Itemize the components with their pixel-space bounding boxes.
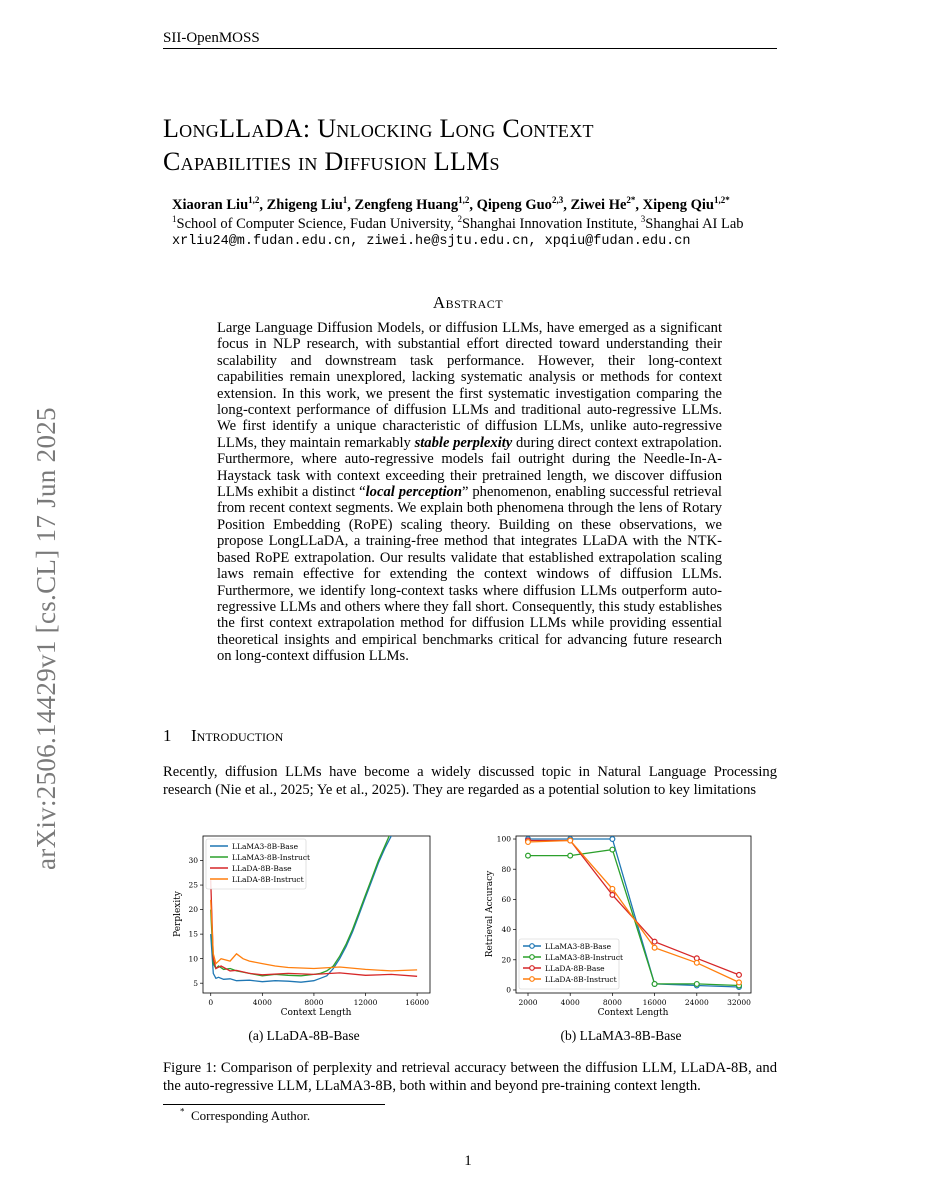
y-tick-label: 5 xyxy=(193,978,198,988)
y-tick-label: 20 xyxy=(188,905,198,915)
y-tick-label: 30 xyxy=(188,856,198,866)
page-number: 1 xyxy=(464,1153,472,1169)
retrieval-accuracy-chart xyxy=(480,826,762,1024)
author: Xiaoran Liu$^{1,2}$, xyxy=(172,195,267,213)
abstract-heading: Abstract xyxy=(432,293,504,312)
x-tick-label: 0 xyxy=(208,998,214,1007)
author: Ziwei $He^{2*}$, xyxy=(570,195,643,213)
author: Zengfeng Huang$^{1,2}$, xyxy=(354,195,477,213)
series-line xyxy=(211,880,417,976)
x-tick-label: 12000 xyxy=(353,998,378,1007)
emphasis-local-perception: local perception xyxy=(365,484,462,501)
data-point xyxy=(568,853,573,858)
x-tick-label: 16000 xyxy=(405,998,430,1007)
section-heading xyxy=(163,726,283,746)
author: Xipeng Qiu$^{1,2*}$ xyxy=(642,195,730,213)
legend-label: LLaDA-8B-Instruct xyxy=(232,875,304,884)
legend-label: LLaMA3-8B-Instruct xyxy=(545,953,624,962)
data-point xyxy=(526,853,531,858)
figure-caption: Figure 1: Comparison of perplexity and retrieval accuracy between the diffusion LLM, LLaDA-8B, and the auto-regressive LLM, LLaMA3-8B, both within and beyond pre-training context length. xyxy=(163,1060,777,1094)
legend-label: LLaMA3-8B-Instruct xyxy=(232,853,311,862)
author: Qipeng Guo$^{2,3}$, xyxy=(476,195,571,213)
series-line xyxy=(211,900,417,971)
title-line-2: Capabilities in Diffusion LLMs xyxy=(163,147,500,176)
data-point xyxy=(652,982,657,987)
y-tick-label: 100 xyxy=(496,834,511,844)
author: Zhigeng Liu$^1$, xyxy=(266,195,355,213)
data-point xyxy=(737,972,742,977)
author-emails: xrliu24@m.fudan.edu.cn, ziwei.he@sjtu.edu.cn, xpqiu@fudan.edu.cn xyxy=(172,234,691,249)
legend-marker xyxy=(530,955,535,960)
author-list xyxy=(172,197,730,214)
data-point xyxy=(568,838,573,843)
x-tick-label: 2000 xyxy=(518,998,538,1007)
y-axis-label: Retrieval Accuracy xyxy=(485,870,495,958)
data-point xyxy=(694,982,699,987)
legend-label: LLaDA-8B-Base xyxy=(545,964,605,973)
x-axis-label: Context Length xyxy=(597,1008,669,1018)
y-tick-label: 25 xyxy=(188,880,198,890)
legend-marker xyxy=(530,966,535,971)
y-tick-label: 20 xyxy=(501,955,511,965)
legend-label: LLaDA-8B-Base xyxy=(232,864,292,873)
y-tick-label: 60 xyxy=(501,895,511,905)
footnote-rule xyxy=(163,1104,385,1105)
section-number: 1 xyxy=(163,726,172,745)
header-rule xyxy=(163,48,777,49)
y-tick-label: 80 xyxy=(501,864,511,874)
subfigure-caption-b: (b) LLaMA3-8B-Base xyxy=(560,1028,682,1043)
x-tick-label: 4000 xyxy=(560,998,580,1007)
data-point xyxy=(526,840,531,845)
x-tick-label: 4000 xyxy=(252,998,272,1007)
subfigure-caption-a: (a) LLaDA-8B-Base xyxy=(248,1028,360,1043)
x-tick-label: 24000 xyxy=(684,998,709,1007)
x-tick-label: 32000 xyxy=(727,998,751,1007)
legend-label: LLaMA3-8B-Base xyxy=(232,842,299,851)
intro-paragraph: Recently, diffusion LLMs have become a widely discussed topic in Natural Language Processing research (Nie et al., 2025; Ye et al., 2025). They are regarded as a potential solution to key limitations xyxy=(163,764,777,798)
running-header: SII-OpenMOSS xyxy=(163,30,260,46)
perplexity-chart xyxy=(168,826,440,1024)
data-point xyxy=(737,980,742,985)
y-tick-label: 15 xyxy=(188,929,198,939)
y-tick-label: 0 xyxy=(506,985,511,995)
y-axis-label: Perplexity xyxy=(173,891,183,937)
affiliations: $^1$School of Computer Science, Fudan University, $^2$Shanghai Innovation Institute, $^3$Shanghai AI Lab xyxy=(172,214,744,232)
data-point xyxy=(610,886,615,891)
x-tick-label: 8000 xyxy=(304,998,324,1007)
data-point xyxy=(652,939,657,944)
data-point xyxy=(610,837,615,842)
data-point xyxy=(610,892,615,897)
legend-label: LLaDA-8B-Instruct xyxy=(545,975,617,984)
emphasis-stable-perplexity: stable perplexity xyxy=(414,434,513,451)
footnote: * Corresponding Author. xyxy=(180,1106,311,1123)
chart-legend xyxy=(206,839,310,889)
abstract-text: Large Language Diffusion Models, or diffusion LLMs, have emerged as a significant focus in NLP research, with substantial effort directed toward understanding their scalability and downstream task performance. However, their long-context capabilities remain unexplored, lacking systematic analysis or methods for context extension. In this work, we present the first systematic investigation comparing the long-context performance of diffusion LLMs and traditional auto-regressive LLMs. We first identify a unique characteristic of diffusion LLMs, unlike auto-regressive LLMs, they maintain remarkably stable perplexity during direct context extrapolation. Furthermore, where auto-regressive models fail outright during the Needle-In-A-Haystack task with context exceeding their pretrained length, we discover diffusion LLMs exhibit a distinct “local perception” phenomenon, enabling successful retrieval from recent context segments. We explain both phenomena through the lens of Rotary Position Embedding (RoPE) scaling theory. Building on these observations, we propose LongLLaDA, a training-free method that integrates LLaDA with the NTK-based RoPE extrapolation. Our results validate that established extrapolation scaling laws remain effective for extending the context windows of diffusion LLMs. Furthermore, we identify long-context tasks where diffusion LLMs outperform auto-regressive LLMs and others where they fall short. Consequently, this study establishes the first context extrapolation method for diffusion LLMs while providing essential theoretical insights and empirical benchmarks critical for advancing future research on long-context diffusion LLMs. xyxy=(217,320,722,665)
data-point xyxy=(610,847,615,852)
paper-title xyxy=(163,112,594,178)
title-line-1: LongLLaDA: Unlocking Long Context xyxy=(163,114,594,143)
legend-marker xyxy=(530,977,535,982)
legend-label: LLaMA3-8B-Base xyxy=(545,942,612,951)
section-title: Introduction xyxy=(191,726,284,745)
y-tick-label: 40 xyxy=(501,925,511,935)
x-tick-label: 16000 xyxy=(642,998,667,1007)
y-tick-label: 10 xyxy=(188,954,198,964)
data-point xyxy=(694,960,699,965)
arxiv-stamp: arXiv:2506.14429v1 [cs.CL] 17 Jun 2025 xyxy=(31,407,61,870)
x-axis-label: Context Length xyxy=(280,1008,352,1018)
data-point xyxy=(652,945,657,950)
x-tick-label: 8000 xyxy=(602,998,622,1007)
chart-legend xyxy=(519,939,623,989)
legend-marker xyxy=(530,944,535,949)
